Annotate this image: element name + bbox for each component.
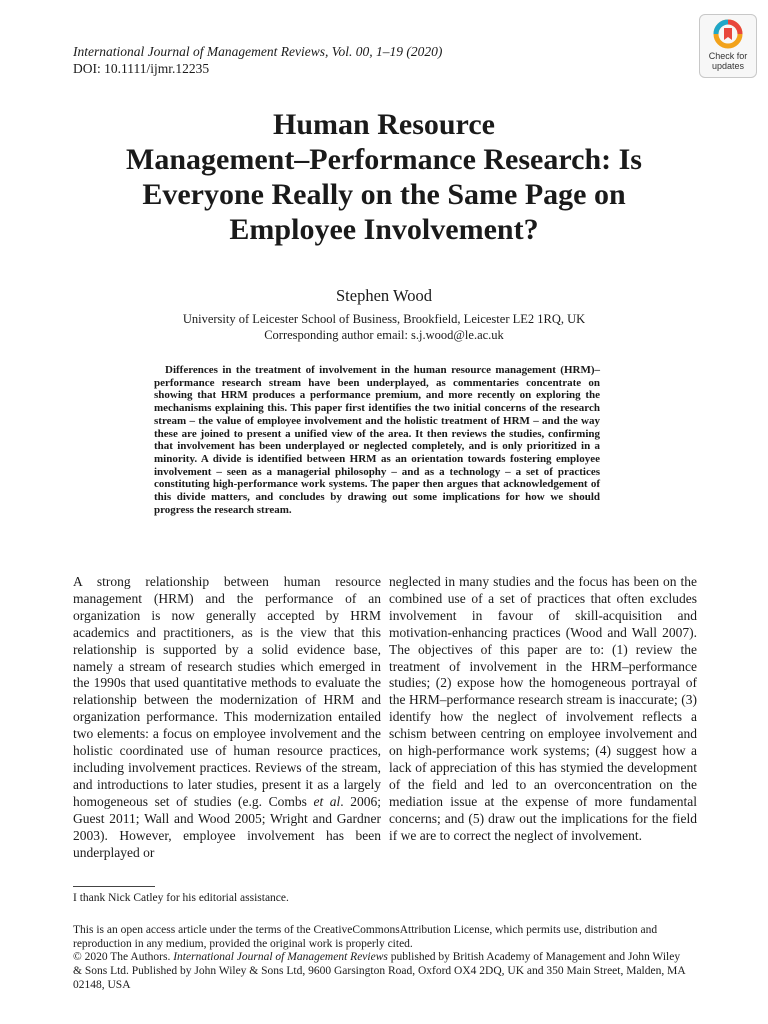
footnote-rule: [73, 886, 155, 887]
body-text: . 2006; Guest 2011; Wall and Wood 2005; Wright and Gardner 2003). However, employee involvement has been underplayed or: [73, 793, 381, 860]
author-name: Stephen Wood: [336, 286, 432, 305]
license-statement: This is an open access article under the terms of the CreativeCommonsAttribution License, which permits use, distribution and reproduction in any medium, provided the original work is properly cited.: [73, 924, 658, 950]
body-column-right: neglected in many studies and the focus has been on the combined use of a set of practices that often excludes involvement in favour of skill-acquisition and motivation-enhancing practices (Wood and Wall 2007). The objectives of this paper are to: (1) review the treatment of involvement in the HRM–performance studies; (2) expose how the homogeneous portrayal of the HRM–performance research stream is inaccurate; (3) identify how the neglect of involvement reflects a schism between centring on employee involvement and on high-performance work systems; (4) suggest how a lack of appreciation of this has stymied the development of the field and led to an overconcentration on the mediation issue at the expense of more fundamental concerns; and (5) draw out the implications for the field if we are to correct the neglect of involvement.: [389, 574, 697, 843]
body-column-left: [73, 574, 381, 861]
copyright-text: © 2020 The Authors.: [73, 951, 174, 963]
title-line: Human Resource: [273, 108, 495, 141]
author-affiliation: University of Leicester School of Business, Brookfield, Leicester LE2 1RQ, UK: [182, 312, 586, 326]
title-line: Employee Involvement?: [229, 213, 539, 246]
title-line: Everyone Really on the Same Page on: [142, 178, 626, 211]
copyright-text: published by British Academy of Management and John Wiley & Sons Ltd. Published by John Wiley & Sons Ltd, 9600 Garsington Road, Oxford OX4 2DQ, UK and 350 Main Street, Malden, MA 02148, USA: [73, 951, 685, 992]
title-line: Management–Performance Research: Is: [126, 143, 642, 176]
copyright-journal: International Journal of Management Reviews: [173, 951, 388, 963]
author-email[interactable]: Corresponding author email: s.j.wood@le.ac.uk: [264, 328, 504, 342]
author-affiliation-block: [0, 311, 768, 343]
article-title: [60, 107, 708, 247]
body-text-italic: et al: [313, 793, 341, 809]
body-text: A strong relationship between human resource management (HRM) and the performance of an organization is now generally accepted by HRM academics and practitioners, as is the view that this relationship is supported by a solid evidence base, namely a stream of research studies which emerged in the 1990s that used quantitative methods to evaluate the relationship between the modernization of HRM and organization performance. This modernization entailed two elements: a focus on employee involvement and the holistic coordinated use of human resource practices, including involvement practices. Reviews of the stream, and introductions to later studies, present it as a largely homogeneous set of studies (e.g. Combs: [73, 574, 381, 809]
badge-label-line2: updates: [711, 61, 745, 71]
journal-citation: International Journal of Management Reviews, Vol. 00, 1–19 (2020): [73, 44, 443, 59]
badge-label-line1: Check for: [708, 51, 748, 61]
footnote: I thank Nick Catley for his editorial assistance.: [73, 892, 289, 904]
copyright-statement: [73, 950, 685, 993]
abstract: Differences in the treatment of involvement in the human resource management (HRM)–performance research stream have been underplayed, as commentaries concentrate on showing that HRM produces a performance premium, and more recently on exploring the mechanisms explaining this. This paper first identifies the two initial concerns of the research stream – the value of employee involvement and the holistic treatment of HRM – and the way these are joined to present a unified view of the area. It then reviews the studies, confirming that involvement has been underplayed or neglected completely, and is only prioritized in a minority. A divide is identified between HRM as an orientation towards fostering employee involvement – seen as a managerial philosophy – and as a technology – a set of practices constituting high-performance work systems. The paper then argues that acknowledgement of this divide matters, and concludes by drawing out some implications for how we should progress the research stream.: [154, 364, 600, 516]
bookmark-check-icon: [713, 19, 743, 49]
check-for-updates-badge[interactable]: [699, 14, 757, 78]
doi-link[interactable]: DOI: 10.1111/ijmr.12235: [73, 61, 210, 76]
